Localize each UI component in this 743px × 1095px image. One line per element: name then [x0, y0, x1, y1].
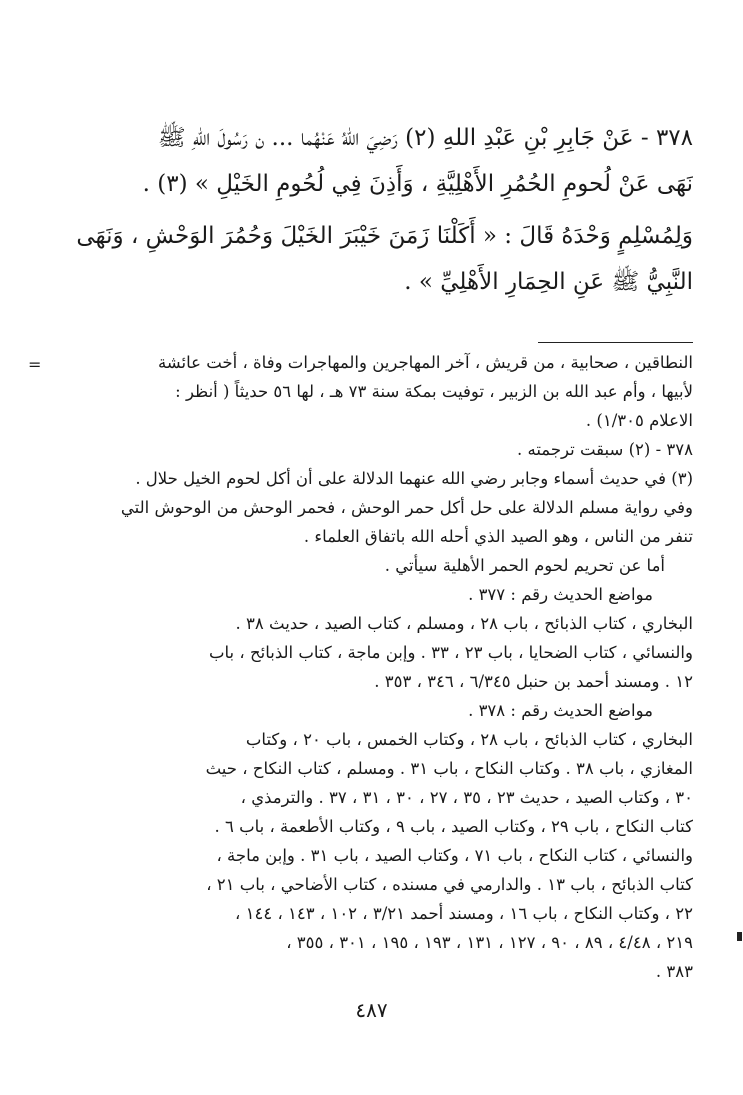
hadith-line: نَهَى عَنْ لُحومِ الحُمُرِ الأَهْلِيَّةِ ، وَأَذِنَ فِي لُحُومِ الخَيْلِ » (٣) . — [142, 171, 693, 197]
footnote-line: كتاب الذبائح ، باب ١٣ . والدارمي في مسنده ، كتاب الأضاحي ، باب ٢١ ، — [206, 875, 693, 894]
footnote-line: تنفر من الناس ، وهو الصيد الذي أحله الله باتفاق العلماء . — [303, 527, 693, 546]
footnote-line: مواضع الحديث رقم : ٣٧٨ . — [468, 701, 653, 720]
footnote-line: الاعلام ١/٣٠٥) . — [585, 411, 693, 430]
page-number: ٤٨٧ — [355, 998, 388, 1022]
footnote-line: وفي رواية مسلم الدلالة على حل أكل حمر الوحش ، فحمر الوحش من الوحوش التي — [120, 498, 693, 517]
footnote-continuation-marker: = — [28, 355, 42, 374]
footnote-line: ٣٧٨ - (٢) سبقت ترجمته . — [516, 440, 693, 459]
scan-edge-mark — [737, 932, 742, 941]
footnote-line: المغازي ، باب ٣٨ . وكتاب النكاح ، باب ٣١ . ومسلم ، كتاب النكاح ، حيث — [205, 759, 693, 778]
footnote-line: النطاقين ، صحابية ، من قريش ، آخر المهاجرين والمهاجرات وفاة ، أخت عائشة — [157, 353, 693, 372]
footnote-line: ١٢ . ومسند أحمد بن حنبل ٦/٣٤٥ ، ٣٤٦ ، ٣٥٣ . — [374, 672, 693, 691]
footnote-line: البخاري ، كتاب الذبائح ، باب ٢٨ ، ومسلم ، كتاب الصيد ، حديث ٣٨ . — [235, 614, 693, 633]
hadith-line: وَلِمُسْلِمٍ وَحْدَهُ قَالَ : « أَكَلْنَا زَمَنَ خَيْبَرَ الخَيْلَ وَحُمُرَ الوَحْشِ ، وَنَهَى — [76, 223, 693, 249]
footnote-line: البخاري ، كتاب الذبائح ، باب ٢٨ ، وكتاب الخمس ، باب ٢٠ ، وكتاب — [245, 730, 693, 749]
footnotes — [51, 348, 693, 986]
footnote-line: ٢٢ ، وكتاب النكاح ، باب ١٦ ، ومسند أحمد ٣/٢١ ، ١٠٢ ، ١٤٣ ، ١٤٤ ، — [235, 904, 693, 923]
footnote-line: والنسائي ، كتاب الضحايا ، باب ٢٣ ، ٣٣ . وإبن ماجة ، كتاب الذبائح ، باب — [209, 643, 693, 662]
footnote-line: والنسائي ، كتاب النكاح ، باب ٧١ ، وكتاب الصيد ، باب ٣١ . وإبن ماجة ، — [216, 846, 693, 865]
footnote-line: (٣) في حديث أسماء وجابر رضي الله عنهما الدلالة على أن أكل لحوم الخيل حلال . — [135, 469, 693, 488]
footnote-line: ٢١٩ ، ٤/٤٨ ، ٨٩ ، ٩٠ ، ١٢٧ ، ١٣١ ، ١٩٣ ، ١٩٥ ، ٣٠١ ، ٣٥٥ ، — [286, 933, 693, 952]
hadith-line: النَّبِيُّ ﷺ عَنِ الحِمَارِ الأَهْلِيِّ » . — [404, 269, 693, 295]
footnote-line: أما عن تحريم لحوم الحمر الأهلية سيأتي . — [384, 556, 665, 575]
hadith-text — [51, 115, 693, 305]
footnote-divider — [538, 342, 693, 343]
footnote-line: ٣٠ ، وكتاب الصيد ، حديث ٢٣ ، ٣٥ ، ٢٧ ، ٣٠ ، ٣١ ، ٣٧ . والترمذي ، — [240, 788, 693, 807]
footnote-line: ٣٨٣ . — [655, 962, 693, 981]
footnote-line: كتاب النكاح ، باب ٢٩ ، وكتاب الصيد ، باب ٩ ، وكتاب الأطعمة ، باب ٦ . — [214, 817, 693, 836]
hadith-line: ٣٧٨ - عَنْ جَابِرِ بْنِ عَبْدِ اللهِ (٢) رَضِيَ اللهُ عَنْهُما ... ن رَسُولَ اللهِ ﷺ — [157, 125, 693, 151]
footnote-line: مواضع الحديث رقم : ٣٧٧ . — [468, 585, 653, 604]
footnote-line: لأبيها ، وأم عبد الله بن الزبير ، توفيت بمكة سنة ٧٣ هـ ، لها ٥٦ حديثاً ( أنظر : — [175, 382, 693, 401]
